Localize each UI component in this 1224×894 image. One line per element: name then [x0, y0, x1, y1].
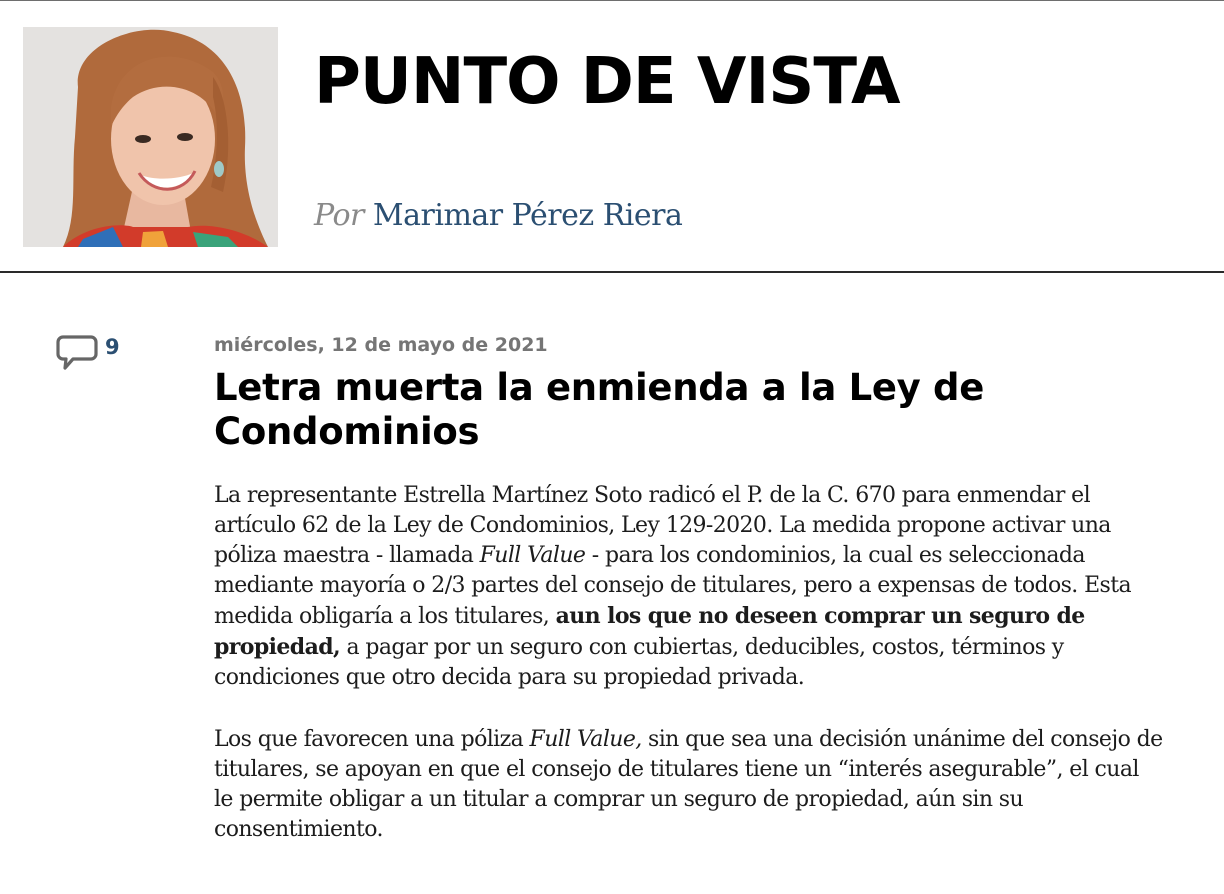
- article-date: miércoles, 12 de mayo de 2021: [214, 334, 548, 356]
- italic-term: Full Value,: [529, 727, 642, 752]
- byline-prefix: Por: [314, 198, 364, 233]
- article-body: [214, 481, 1164, 877]
- paragraph-text: - para los condominios, la cual es seleccionada mediante mayoría o 2/3 partes del consejo de titulares, pero a expensas de todos. Esta medida obligaría a los titulares,: [214, 543, 1131, 629]
- article-headline: Letra muerta la enmienda a la Ley de Condominios: [214, 366, 985, 453]
- paragraph-text: sin que sea una decisión unánime del consejo de titulares, se apoyan en que el consejo de titulares tiene un “interés asegurable”, el cual le permite obligar a un titular a comprar un seguro de propiedad, aún sin su consentimiento.: [214, 727, 1163, 842]
- comments-link[interactable]: [55, 332, 145, 372]
- top-divider: [0, 0, 1224, 1]
- bold-emphasis: aun los que no deseen comprar un seguro de propiedad,: [214, 603, 1085, 660]
- section-title: PUNTO DE VISTA: [314, 45, 900, 119]
- italic-term: Full Value: [479, 543, 586, 568]
- author-photo: [23, 27, 278, 247]
- header-divider: [0, 271, 1224, 273]
- paragraph-text: a pagar por un seguro con cubiertas, deducibles, costos, términos y condiciones que otro decida para su propiedad privada.: [214, 635, 1064, 690]
- byline: [314, 196, 682, 236]
- paragraph: [214, 725, 1164, 845]
- paragraph-text: Los que favorecen una póliza: [214, 727, 530, 752]
- comment-count: 9: [105, 335, 120, 359]
- paragraph-text: La representante Estrella Martínez Soto radicó el P. de la C. 670 para enmendar el artículo 62 de la Ley de Condominios, Ley 129-2020. La medida propone activar una póliza maestra - llamada: [214, 483, 1111, 568]
- paragraph: [214, 481, 1164, 693]
- author-link[interactable]: Marimar Pérez Riera: [372, 198, 683, 233]
- speech-bubble-icon: [55, 332, 99, 372]
